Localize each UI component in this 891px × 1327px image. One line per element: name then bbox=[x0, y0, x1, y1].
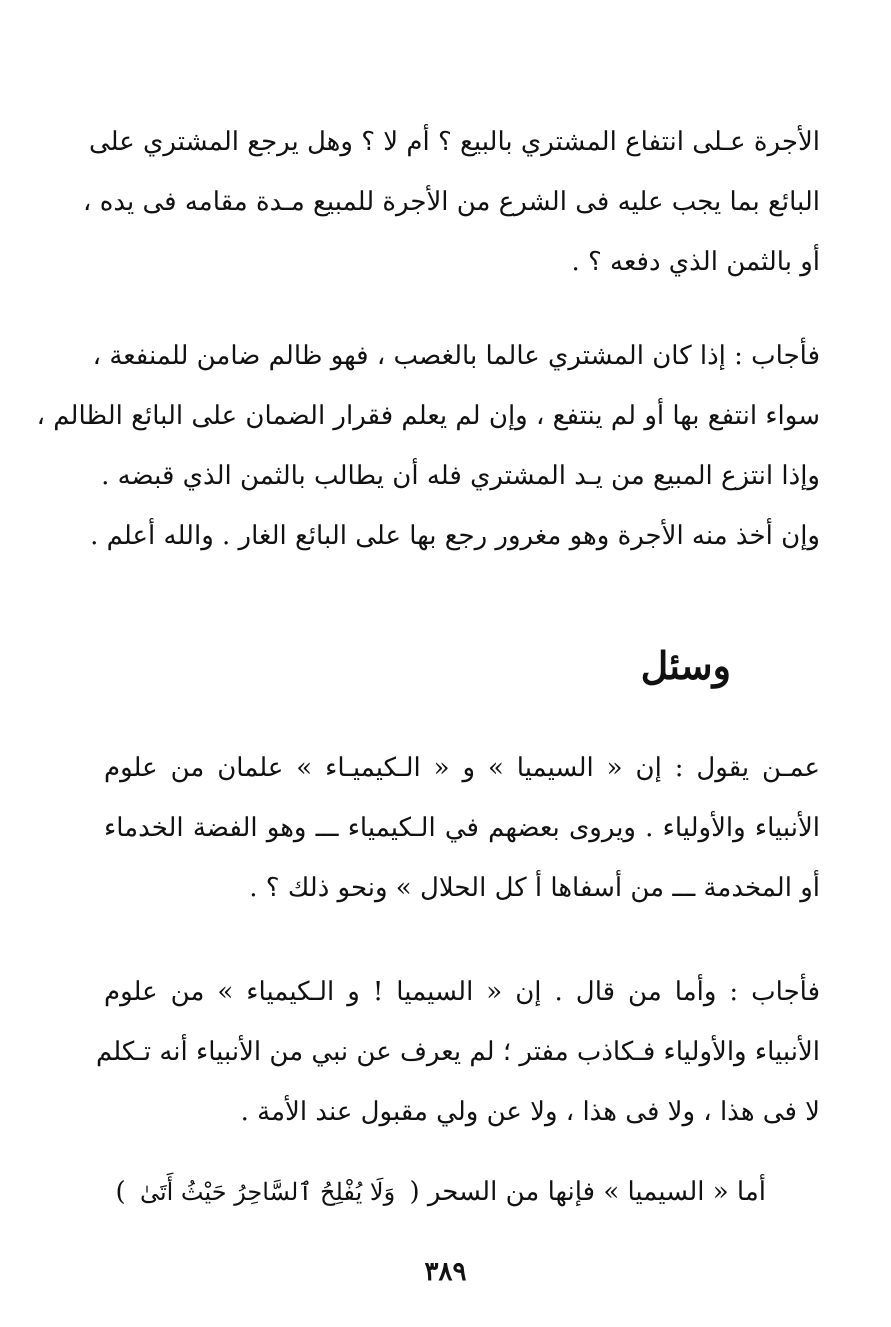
text-line: لا فى هذا ، ولا فى هذا ، ولا عن ولي مقبول عند الأمة . bbox=[240, 1097, 820, 1127]
paragraph-4 bbox=[95, 962, 820, 1142]
text-line: أو المخدمة ـــ من أسفاها أ كل الحلال » ونحو ذلك ؟ . bbox=[249, 873, 820, 903]
quran-verse: وَلَا يُفْلِحُ ٱلسَّاحِرُ حَيْثُ أَتَىٰ bbox=[139, 1178, 396, 1206]
paragraph-1 bbox=[83, 112, 820, 292]
paragraph-2 bbox=[36, 326, 820, 566]
text-line: سواء انتفع بها أو لم ينتفع ، وإن لم يعلم فقرار الضمان على البائع الظالم ، bbox=[36, 401, 820, 431]
text-line: أو بالثمن الذي دفعه ؟ . bbox=[571, 247, 820, 277]
text-line: فأجاب : إذا كان المشتري عالما بالغصب ، فهو ظالم ضامن للمنفعة ، bbox=[92, 341, 820, 371]
paragraph-3 bbox=[104, 738, 820, 918]
closing-parenthesis: ) bbox=[115, 1177, 126, 1207]
text-line: عمـن يقول : إن « السيميا » و « الـكيميـاء » علمان من علوم bbox=[104, 753, 820, 783]
paragraph-5 bbox=[115, 1162, 766, 1222]
text-line: وإذا انتزع المبيع من يـد المشتري فله أن يطالب بالثمن الذي قبضه . bbox=[101, 461, 820, 491]
text-line: الأنبياء والأولياء فـكاذب مفتر ؛ لم يعرف عن نبي من الأنبياء أنه تـكلم bbox=[95, 1037, 820, 1067]
text-line: وإن أخذ منه الأجرة وهو مغرور رجع بها على البائع الغار . والله أعلم . bbox=[90, 521, 820, 551]
text-line: البائع بما يجب عليه فى الشرع من الأجرة للمبيع مـدة مقامه فى يده ، bbox=[83, 187, 820, 217]
text-line: الأجرة عـلى انتفاع المشتري بالبيع ؟ أم لا ؟ وهل يرجع المشتري على bbox=[89, 127, 820, 157]
page-number: ٣٨٩ bbox=[424, 1257, 467, 1287]
section-heading: وسئل bbox=[640, 643, 731, 688]
text-line: الأنبياء والأولياء . ويروى بعضهم في الـكيمياء ـــ وهو الفضة الخدماء bbox=[104, 813, 820, 843]
text-line: أما « السيميا » فإنها من السحر ( bbox=[409, 1177, 766, 1207]
text-line: فأجاب : وأما من قال . إن « السيميا ! و الـكيمياء » من علوم bbox=[104, 977, 820, 1007]
